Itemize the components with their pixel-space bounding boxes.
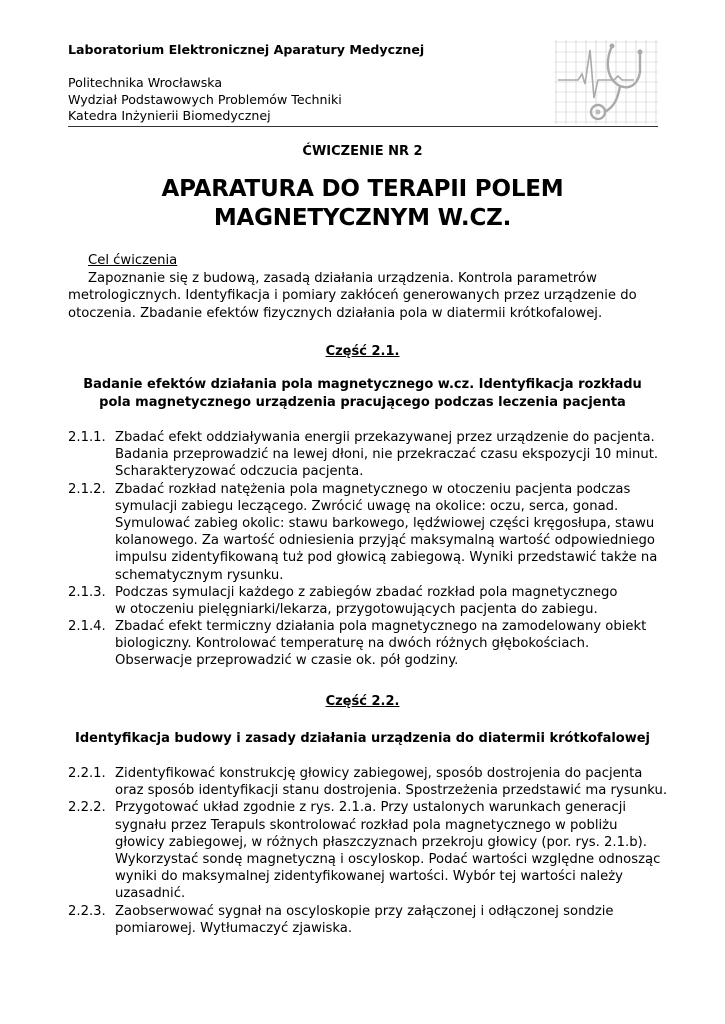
goal-text-line: Zapoznanie się z budową, zasadą działania urządzenia. Kontrola parametrów (88, 270, 597, 286)
ecg-stethoscope-logo-icon (554, 40, 658, 124)
item-text-line: Przygotować układ zgodnie z rys. 2.1.a. Przy ustalonych warunkach generacji (115, 800, 627, 816)
item-text-line: pomiarowej. Wytłumaczyć zjawiska. (115, 920, 353, 936)
item-number: 2.2.2. (68, 800, 106, 816)
item-text-line: Symulować zabieg okolic: stawu barkowego, lędźwiowej części kręgosłupa, stawu (115, 515, 655, 531)
subtitle-line: Identyfikacja budowy i zasady działania urządzenia do diatermii krótkofalowej (74, 731, 651, 746)
part-2-2-list (68, 765, 668, 937)
part-2-2-heading: Część 2.2. (325, 694, 400, 709)
department-name: Katedra Inżynierii Biomedycznej (68, 108, 271, 123)
goal-label: Cel ćwiczenia (88, 253, 178, 268)
item-text-line: Podczas symulacji każdego z zabiegów zbadać rozkład pola magnetycznego (115, 584, 618, 600)
part-2-1-list (68, 429, 658, 670)
exercise-number: ĆWICZENIE NR 2 (302, 144, 423, 159)
item-text-line: schematycznym rysunku. (115, 567, 284, 583)
list-item (68, 618, 658, 670)
item-text-line: Obserwacje przeprowadzić w czasie ok. pół godziny. (115, 653, 459, 669)
list-item (68, 903, 658, 937)
header-divider (68, 126, 658, 127)
goal-text-line: metrologicznych. Identyfikacja i pomiary zakłóceń generowanych przez urządzenie do (68, 288, 637, 303)
page-title (0, 175, 725, 233)
title-line: APARATURA DO TERAPII POLEM (161, 176, 564, 202)
item-text-line: w otoczeniu pielęgniarki/lekarza, przygotowujących pacjenta do zabiegu. (115, 601, 598, 617)
item-text-line: biologiczny. Kontrolować temperaturę na dwóch różnych głębokościach. (115, 636, 590, 652)
university-name: Politechnika Wrocławska (68, 75, 223, 90)
item-text-line: Zidentyfikować konstrukcję głowicy zabiegowej, sposób dostrojenia do pacjenta (115, 766, 643, 781)
part-2-1-heading: Część 2.1. (325, 344, 400, 359)
item-number: 2.1.1. (68, 430, 106, 445)
item-number: 2.1.2. (68, 481, 106, 497)
faculty-name: Wydział Podstawowych Problemów Techniki (68, 91, 342, 107)
list-item (68, 429, 658, 481)
list-item (68, 584, 658, 618)
item-number: 2.1.4. (68, 619, 106, 635)
item-text-line: Zaobserwować sygnał na oscyloskopie przy załączonej i odłączonej sondzie (115, 903, 614, 919)
list-item (68, 481, 658, 584)
list-item (68, 799, 661, 902)
item-text-line: impulsu zidentyfikowaną tuż pod głowicą zabiegową. Wyniki przedstawić także na (115, 550, 658, 566)
lab-name: Laboratorium Elektronicznej Aparatury Medycznej (68, 42, 425, 57)
item-text-line: oraz sposób identyfikacji stanu dostrojenia. Spostrzeżenia przedstawić ma rysunku. (115, 783, 668, 799)
item-text-line: Zbadać rozkład natężenia pola magnetycznego w otoczeniu pacjenta podczas (115, 481, 631, 497)
item-number: 2.2.3. (68, 903, 106, 919)
item-text-line: uzasadnić. (115, 886, 186, 902)
part-2-1-subtitle (0, 376, 725, 411)
subtitle-line: pola magnetycznego urządzenia pracującego podczas leczenia pacjenta (99, 394, 626, 410)
subtitle-line: Badanie efektów działania pola magnetycznego w.cz. Identyfikacja rozkładu (83, 377, 642, 392)
item-text-line: głowicy zabiegowej, w różnych płaszczyznach przekroju głowicy (por. rys. 2.1.b). (115, 834, 647, 850)
item-text-line: Scharakteryzować odczucia pacjenta. (115, 464, 364, 480)
item-text-line: Zbadać efekt oddziaływania energii przekazywanej przez urządzenie do pacjenta. (115, 430, 655, 445)
list-item (68, 765, 668, 799)
item-text-line: Badania przeprowadzić na lewej dłoni, nie przekraczać czasu ekspozycji 10 minut. (115, 447, 659, 463)
item-text-line: Zbadać efekt termiczny działania pola magnetycznego na zamodelowany obiekt (115, 619, 647, 635)
item-number: 2.2.1. (68, 766, 106, 781)
goal-section (68, 252, 658, 322)
item-text-line: wyniki do maksymalnej zidentyfikowanej wartości. Wybór tej wartości należy (115, 869, 623, 885)
title-line: MAGNETYCZNYM W.CZ. (213, 205, 512, 231)
item-number: 2.1.3. (68, 584, 106, 600)
item-text-line: kolanowego. Za wartość odniesienia przyjąć maksymalną wartość odpowiedniego (115, 533, 655, 549)
goal-text-line: otoczenia. Zbadanie efektów fizycznych działania pola w diatermii krótkofalowej. (68, 305, 603, 321)
item-text-line: Wykorzystać sondę magnetyczną i oscyloskop. Podać wartości względne odnosząc (115, 851, 661, 867)
institution-block (68, 75, 342, 125)
item-text-line: sygnału przez Terapuls skontrolować rozkład pola magnetycznego w pobliżu (115, 817, 618, 833)
document-header (68, 40, 658, 126)
part-2-2-subtitle (0, 730, 725, 748)
item-text-line: symulacji zabiegu leczącego. Zwrócić uwagę na okolice: oczu, serca, gonad. (115, 498, 619, 514)
